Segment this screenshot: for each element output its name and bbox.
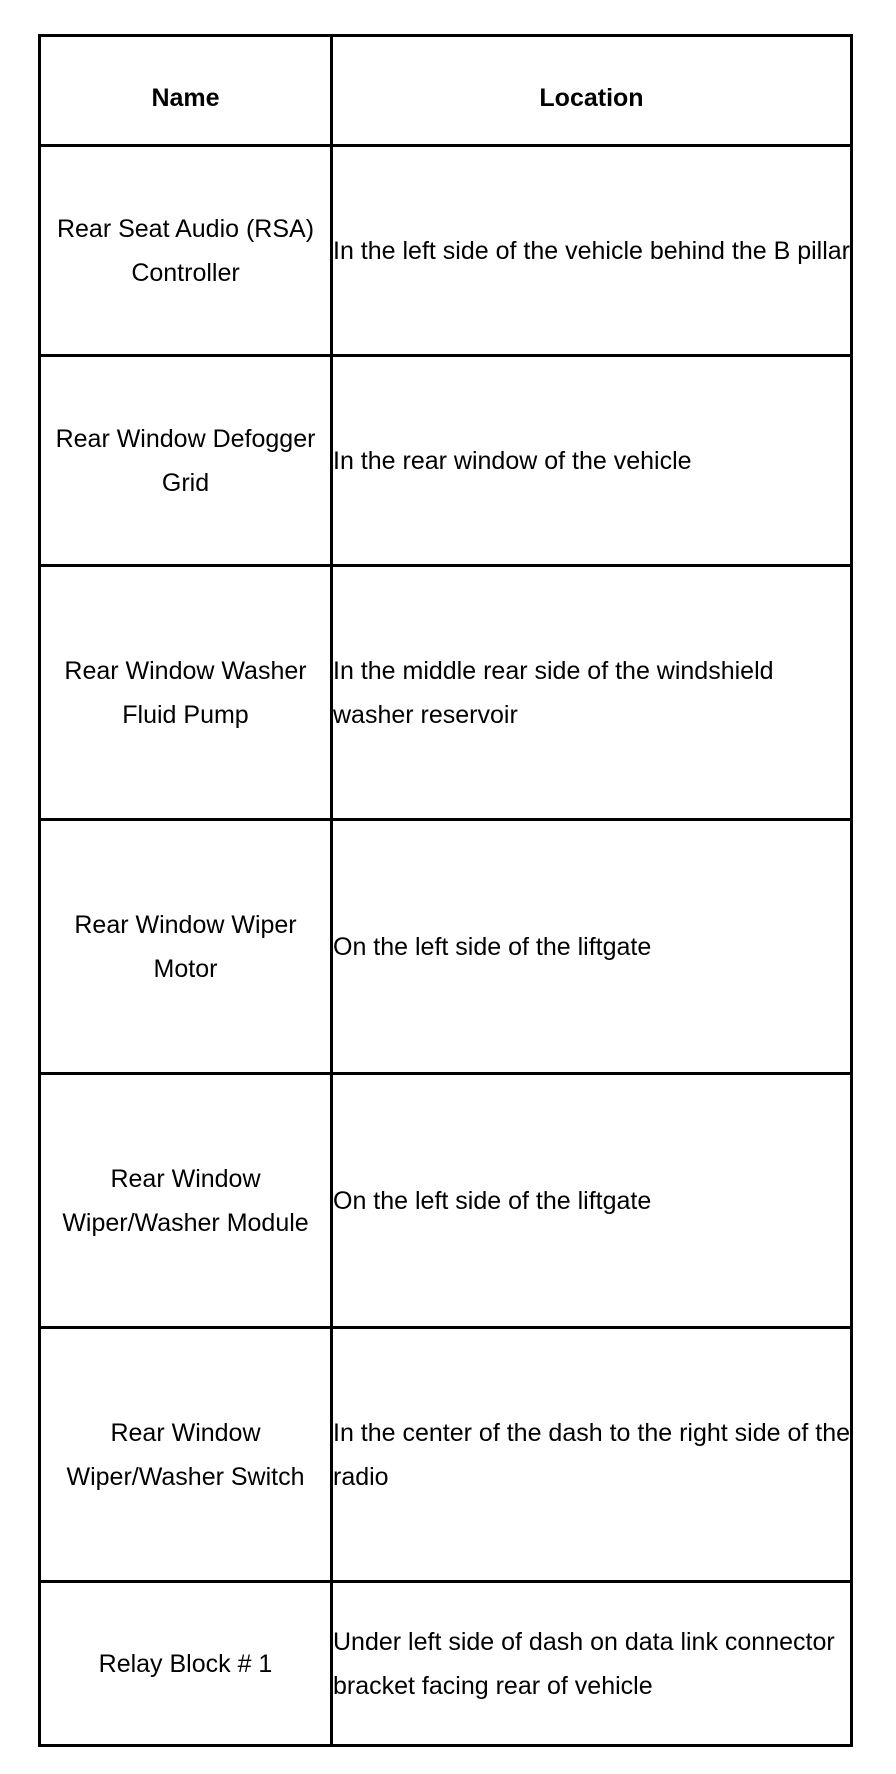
component-location-cell: [332, 356, 852, 566]
component-name: Rear Seat Audio (RSA) Controller: [56, 214, 315, 287]
table-row: [40, 566, 852, 820]
component-name: Rear Window Wiper Motor: [74, 910, 297, 983]
component-location: In the rear window of the vehicle: [333, 446, 692, 475]
table-row: [40, 356, 852, 566]
column-header-location: Location: [332, 36, 852, 146]
component-name: Rear Window Wiper/Washer Module: [62, 1164, 309, 1237]
component-name-cell: [40, 1328, 332, 1582]
component-location: In the center of the dash to the right side of the radio: [333, 1418, 851, 1491]
component-location: In the middle rear side of the windshield washer reservoir: [333, 656, 774, 729]
table-row: [40, 1582, 852, 1746]
component-name-cell: [40, 356, 332, 566]
component-name: Rear Window Washer Fluid Pump: [64, 656, 307, 729]
table-row: [40, 820, 852, 1074]
component-name: Relay Block # 1: [98, 1649, 273, 1678]
column-header-name: Name: [40, 36, 332, 146]
component-location-table: [38, 34, 853, 1747]
component-name: Rear Window Wiper/Washer Switch: [66, 1418, 305, 1491]
table-row: [40, 146, 852, 356]
component-location: In the left side of the vehicle behind the B pillar: [333, 236, 850, 265]
component-name-cell: [40, 146, 332, 356]
component-location: Under left side of dash on data link connector bracket facing rear of vehicle: [333, 1627, 835, 1700]
component-location: On the left side of the liftgate: [333, 1186, 652, 1215]
component-location-cell: [332, 1582, 852, 1746]
component-name-cell: [40, 1582, 332, 1746]
component-name-cell: [40, 566, 332, 820]
component-location-cell: [332, 566, 852, 820]
component-location-cell: [332, 820, 852, 1074]
component-location-cell: [332, 1328, 852, 1582]
component-name-cell: [40, 820, 332, 1074]
component-location-cell: [332, 1074, 852, 1328]
component-name-cell: [40, 1074, 332, 1328]
table-row: [40, 1074, 852, 1328]
component-location: On the left side of the liftgate: [333, 932, 652, 961]
table-row: [40, 1328, 852, 1582]
component-name: Rear Window Defogger Grid: [55, 424, 316, 497]
component-location-cell: [332, 146, 852, 356]
table-header-row: [40, 36, 852, 146]
